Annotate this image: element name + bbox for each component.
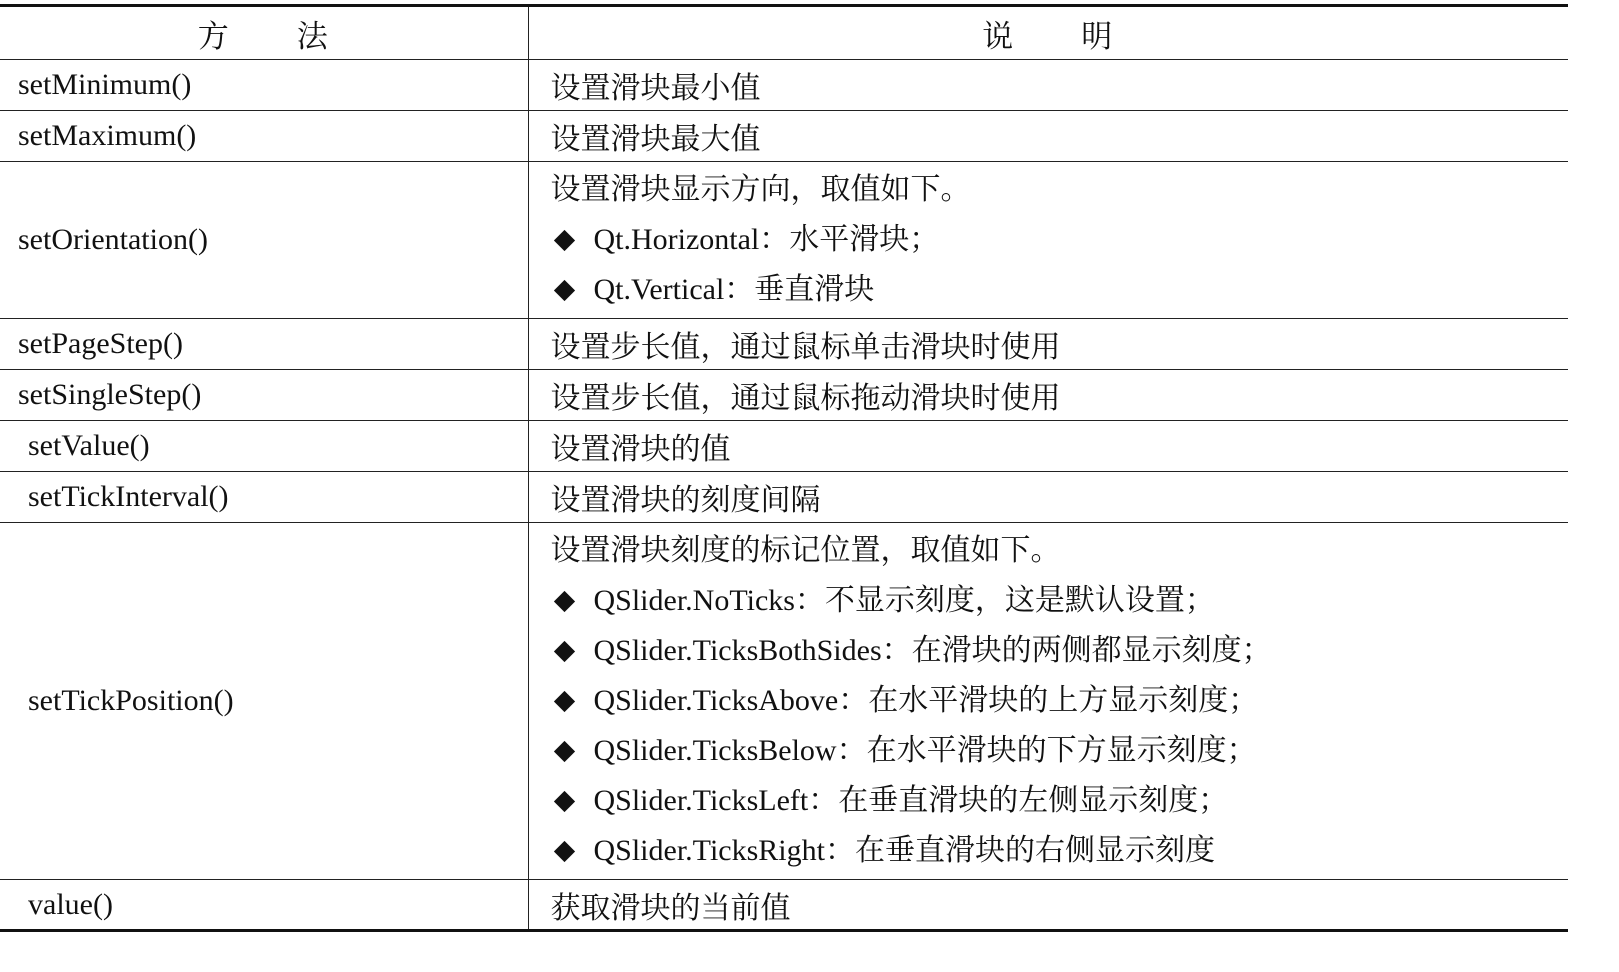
diamond-bullet-icon [553, 229, 574, 250]
diamond-bullet-icon [553, 590, 574, 611]
method-name: setTickPosition() [0, 523, 528, 880]
diamond-bullet-icon [553, 640, 574, 661]
method-description: 设置步长值，通过鼠标单击滑块时使用 [528, 319, 1568, 370]
method-description [528, 523, 1568, 880]
table-row [0, 523, 1568, 880]
bullet-item [551, 215, 1569, 265]
method-name: setSingleStep() [0, 370, 528, 421]
method-description: 设置步长值，通过鼠标拖动滑块时使用 [528, 370, 1568, 421]
diamond-bullet-icon [553, 840, 574, 861]
bullet-text: QSlider.TicksLeft：在垂直滑块的左侧显示刻度； [593, 784, 1229, 817]
table-row [0, 880, 1568, 931]
methods-table [0, 4, 1568, 932]
diamond-bullet-icon [553, 279, 574, 300]
bullet-item [551, 826, 1569, 876]
bullet-item [551, 726, 1569, 776]
table-row [0, 319, 1568, 370]
method-description: 设置滑块的刻度间隔 [528, 472, 1568, 523]
table-row [0, 60, 1568, 111]
diamond-bullet-icon [553, 790, 574, 811]
description-line: 设置滑块显示方向，取值如下。 [550, 173, 971, 206]
method-description: 获取滑块的当前值 [528, 880, 1568, 931]
method-name: setTickInterval() [0, 472, 528, 523]
bullet-item [551, 626, 1569, 676]
bullet-text: QSlider.TicksBothSides：在滑块的两侧都显示刻度； [593, 634, 1272, 667]
bullet-item [551, 576, 1569, 626]
table-row [0, 162, 1568, 319]
method-description [528, 162, 1568, 319]
table-row [0, 370, 1568, 421]
method-name: setPageStep() [0, 319, 528, 370]
bullet-item [551, 265, 1569, 315]
diamond-bullet-icon [553, 690, 574, 711]
method-name: setOrientation() [0, 162, 528, 319]
header-method: 方 法 [0, 6, 528, 60]
bullet-text: QSlider.TicksBelow：在水平滑块的下方显示刻度； [593, 734, 1257, 767]
header-description: 说 明 [528, 6, 1568, 60]
bullet-text: Qt.Vertical：垂直滑块 [593, 273, 875, 306]
method-description: 设置滑块最小值 [528, 60, 1568, 111]
bullet-text: QSlider.NoTicks：不显示刻度，这是默认设置； [593, 584, 1215, 617]
table-row [0, 421, 1568, 472]
table-row [0, 472, 1568, 523]
diamond-bullet-icon [553, 740, 574, 761]
bullet-text: Qt.Horizontal：水平滑块； [593, 223, 940, 256]
description-line: 设置滑块刻度的标记位置，取值如下。 [550, 534, 1061, 567]
bullet-item [551, 776, 1569, 826]
method-name: setMaximum() [0, 111, 528, 162]
method-name: setValue() [0, 421, 528, 472]
method-name: value() [0, 880, 528, 931]
bullet-text: QSlider.TicksAbove：在水平滑块的上方显示刻度； [593, 684, 1259, 717]
bullet-text: QSlider.TicksRight：在垂直滑块的右侧显示刻度 [593, 834, 1215, 867]
method-name: setMinimum() [0, 60, 528, 111]
table-row [0, 111, 1568, 162]
table-header-row [0, 6, 1568, 60]
bullet-item [551, 676, 1569, 726]
method-description: 设置滑块的值 [528, 421, 1568, 472]
method-description: 设置滑块最大值 [528, 111, 1568, 162]
